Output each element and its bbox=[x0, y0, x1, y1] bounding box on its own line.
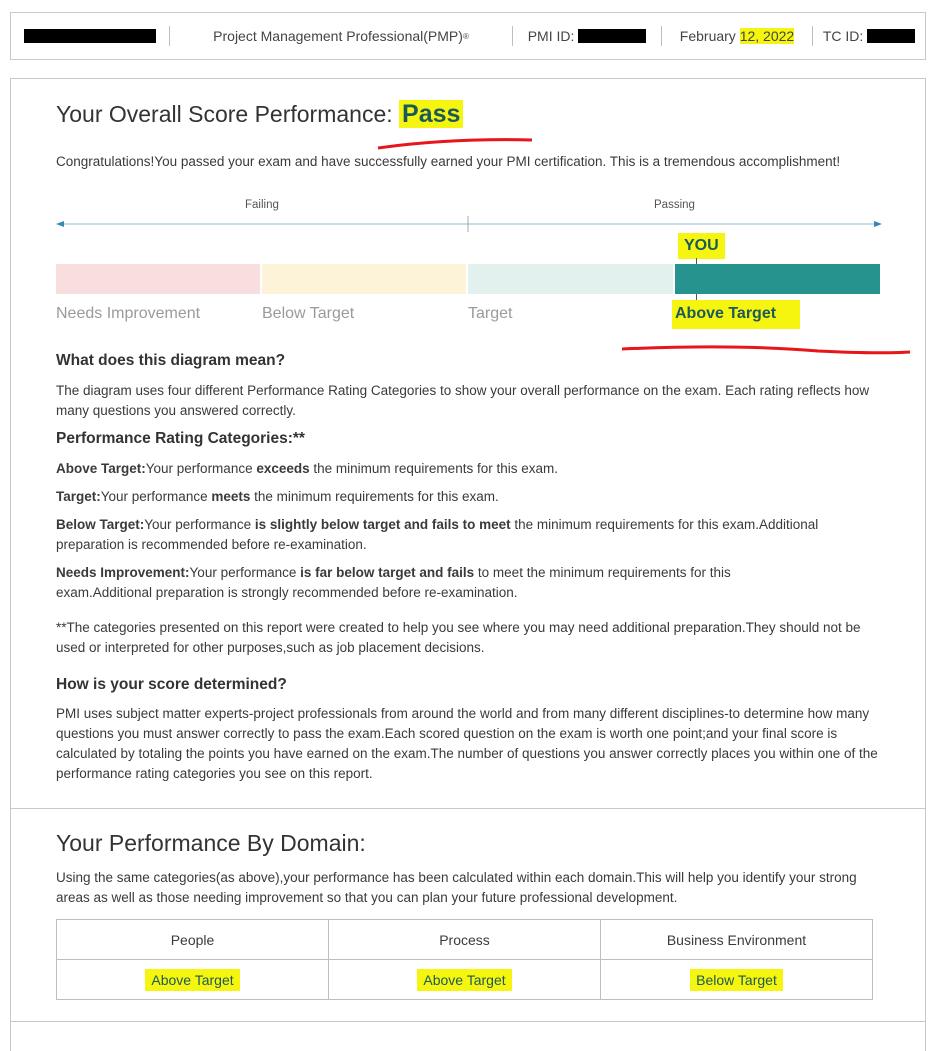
pmi-id: PMI ID: bbox=[513, 26, 661, 46]
footnote: **The categories presented on this report were created to help you see where you may need additional preparation.They should not be used or interpreted for other purposes,such as job placement decisions. bbox=[56, 620, 861, 655]
diagram-heading: What does this diagram mean? bbox=[56, 352, 286, 369]
result-badge: Pass bbox=[399, 100, 463, 128]
categories-heading: Performance Rating Categories:** bbox=[56, 430, 305, 447]
tc-id: TC ID: bbox=[813, 26, 925, 46]
domain-text: Using the same categories(as above),your performance has been calculated within each domain.This will help you identify your strong areas as well as those needing improvement so that you can plan your future professional development. bbox=[56, 870, 857, 905]
domain-header-row bbox=[57, 920, 873, 960]
def-below-target: Below Target:Your performance is slightly below target and fails to meet the minimum requirements for this exam.Additional preparation is recommended before re-examination. bbox=[56, 517, 819, 552]
category-below-target: Below Target bbox=[262, 305, 355, 322]
def-target: Target:Your performance meets the minimum requirements for this exam. bbox=[56, 489, 499, 504]
diagram-text: The diagram uses four different Performance Rating Categories to show your overall performance on the exam. Each rating reflects how many questions you answered correctly. bbox=[56, 383, 870, 418]
redaction-bar bbox=[867, 29, 915, 43]
failing-label: Failing bbox=[245, 199, 279, 211]
domain-value-row bbox=[57, 960, 873, 1000]
domain-value-process: Above Target bbox=[417, 969, 511, 991]
exam-date: February 12, 2022 bbox=[679, 28, 795, 44]
report-header bbox=[10, 12, 926, 60]
next-panel bbox=[10, 1021, 926, 1051]
domain-title: Your Performance By Domain: bbox=[56, 830, 366, 856]
domain-header-people: People bbox=[57, 920, 329, 960]
domain-header-process: Process bbox=[329, 920, 601, 960]
congrats-text: Congratulations!You passed your exam and have successfully earned your PMI certification. This is a tremendous accomplishment! bbox=[56, 154, 841, 169]
redaction-bar bbox=[24, 29, 156, 43]
domain-header-business: Business Environment bbox=[601, 920, 873, 960]
redaction-bar bbox=[578, 29, 646, 43]
def-above-target: Above Target:Your performance exceeds the minimum requirements for this exam. bbox=[56, 461, 558, 476]
overall-title: Your Overall Score Performance: Pass bbox=[56, 100, 463, 129]
def-needs-improvement: Needs Improvement:Your performance is far below target and fails to meet the minimum requirements for this exam.Additional preparation is strongly recommended before re-examination. bbox=[56, 565, 731, 600]
candidate-name-redacted bbox=[11, 26, 169, 46]
score-heading: How is your score determined? bbox=[56, 676, 287, 693]
bar-below-target bbox=[262, 264, 466, 294]
domain-value-people: Above Target bbox=[145, 969, 239, 991]
score-text: PMI uses subject matter experts-project professionals from around the world and from many different disciplines-to determine how many questions you must answer correctly to pass the exam.Each scored question on the exam is worth one point;and your final score is calculated by totaling the points you have earned on the exam.The number of questions you answer correctly places you within one of the performance rating categories you see on this report. bbox=[56, 706, 878, 781]
category-target: Target bbox=[468, 305, 513, 322]
domain-cell-people bbox=[57, 960, 329, 1000]
bar-needs-improvement bbox=[56, 264, 260, 294]
scale-arrow bbox=[56, 216, 882, 232]
you-marker: YOU bbox=[678, 233, 725, 259]
domain-table bbox=[56, 919, 873, 1000]
bar-target bbox=[468, 264, 673, 294]
passing-label: Passing bbox=[654, 199, 695, 211]
red-underline-annotation bbox=[370, 134, 540, 152]
category-above-target: Above Target bbox=[672, 300, 800, 329]
exam-name: Project Management Professional(PMP) ® bbox=[213, 28, 469, 44]
red-underline-annotation bbox=[618, 340, 914, 360]
domain-cell-process bbox=[329, 960, 601, 1000]
bar-above-target bbox=[675, 264, 880, 294]
domain-cell-business bbox=[601, 960, 873, 1000]
domain-value-business: Below Target bbox=[690, 969, 783, 991]
category-needs-improvement: Needs Improvement bbox=[56, 305, 201, 322]
